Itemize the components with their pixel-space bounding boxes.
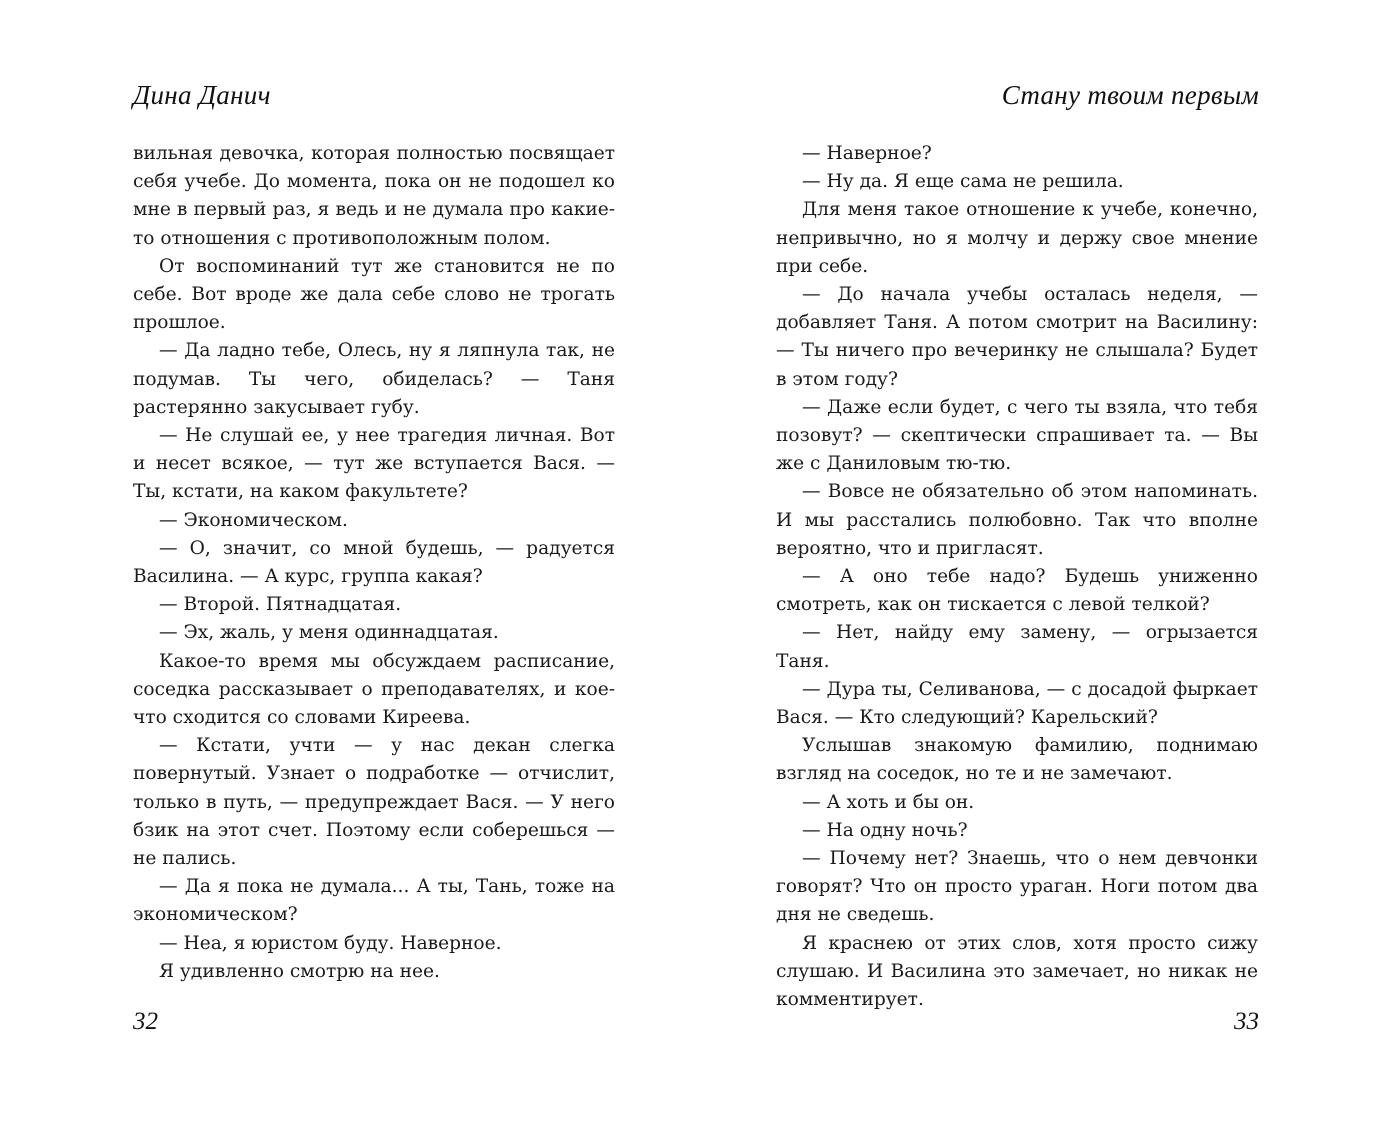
paragraph: вильная девочка, которая полностью посвящает себя учебе. До момента, пока он не подошел ко мне в первый раз, я ведь и не думала про какие-то отношения с противоположным полом. xyxy=(133,143,615,249)
paragraph: — Наверное? xyxy=(802,143,932,164)
right-page xyxy=(696,0,1392,1125)
paragraph: — Почему нет? Знаешь, что о нем девчонки говорят? Что он просто ураган. Ноги потом два дня не сведешь. xyxy=(776,848,1258,926)
right-page-number: 33 xyxy=(1234,1008,1259,1035)
paragraph: Услышав знакомую фамилию, поднимаю взгляд на соседок, но те и не замечают. xyxy=(776,735,1258,785)
paragraph: — Да ладно тебе, Олесь, ну я ляпнула так, не подумав. Ты чего, обиделась? — Таня растерянно закусывает губу. xyxy=(133,340,615,418)
paragraph: — А оно тебе надо? Будешь униженно смотреть, как он тискается с левой телкой? xyxy=(776,566,1258,616)
right-text-block xyxy=(776,140,1258,1014)
paragraph: — До начала учебы осталась неделя, — добавляет Таня. А потом смотрит на Василину: — Ты ничего про вечеринку не слышала? Будет в этом году? xyxy=(776,284,1258,390)
paragraph: — Второй. Пятнадцатая. xyxy=(159,594,402,616)
paragraph: Какое-то время мы обсуждаем расписание, соседка рассказывает о преподавателях, и кое-что сходится со словами Киреева. xyxy=(133,650,615,729)
paragraph: — Эх, жаль, у меня одиннадцатая. xyxy=(159,622,499,644)
paragraph: Я краснею от этих слов, хотя просто сижу слушаю. И Василина это замечает, но никак не комментирует. xyxy=(776,932,1258,1011)
paragraph: — Кстати, учти — у нас декан слегка повернутый. Узнает о подработке — отчислит, только в путь, — предупреждает Вася. — У него бзик на этот счет. Поэтому если соберешься — не пались. xyxy=(133,735,615,870)
paragraph: — Не слушай ее, у нее трагедия личная. Вот и несет всякое, — тут же вступается Вася. — Ты, кстати, на каком факультете? xyxy=(133,425,615,503)
paragraph: — Даже если будет, с чего ты взяла, что тебя позовут? — скептически спрашивает та. — Вы же с Даниловым тю-тю. xyxy=(776,396,1258,475)
right-running-head-title: Стану твоим первым xyxy=(1001,80,1259,110)
paragraph: Для меня такое отношение к учебе, конечно, непривычно, но я молчу и держу свое мнение при себе. xyxy=(776,199,1258,277)
paragraph: От воспоминаний тут же становится не по себе. Вот вроде же дала себе слово не трогать прошлое. xyxy=(133,255,615,334)
left-page-number: 32 xyxy=(133,1008,158,1035)
left-running-head-author: Дина Данич xyxy=(133,80,271,110)
paragraph: — Нет, найду ему замену, — огрызается Таня. xyxy=(776,622,1258,672)
paragraph: — Да я пока не думала... А ты, Тань, тоже на экономическом? xyxy=(133,876,615,926)
paragraph: Я удивленно смотрю на нее. xyxy=(159,960,440,982)
paragraph: — А хоть и бы он. xyxy=(802,791,975,813)
left-text-block xyxy=(133,140,615,986)
paragraph: — Ну да. Я еще сама не решила. xyxy=(802,171,1124,193)
paragraph: — На одну ночь? xyxy=(802,819,968,841)
paragraph: — Дура ты, Селиванова, — с досадой фыркает Вася. — Кто следующий? Карельский? xyxy=(776,678,1258,729)
paragraph: — Вовсе не обязательно об этом напоминать. И мы расстались полюбовно. Так что вполне вероятно, что и пригласят. xyxy=(776,481,1258,559)
paragraph: — Экономическом. xyxy=(159,509,348,531)
paragraph: — О, значит, со мной будешь, — радуется Василина. — А курс, группа какая? xyxy=(133,537,615,588)
paragraph: — Неа, я юристом буду. Наверное. xyxy=(159,932,502,954)
